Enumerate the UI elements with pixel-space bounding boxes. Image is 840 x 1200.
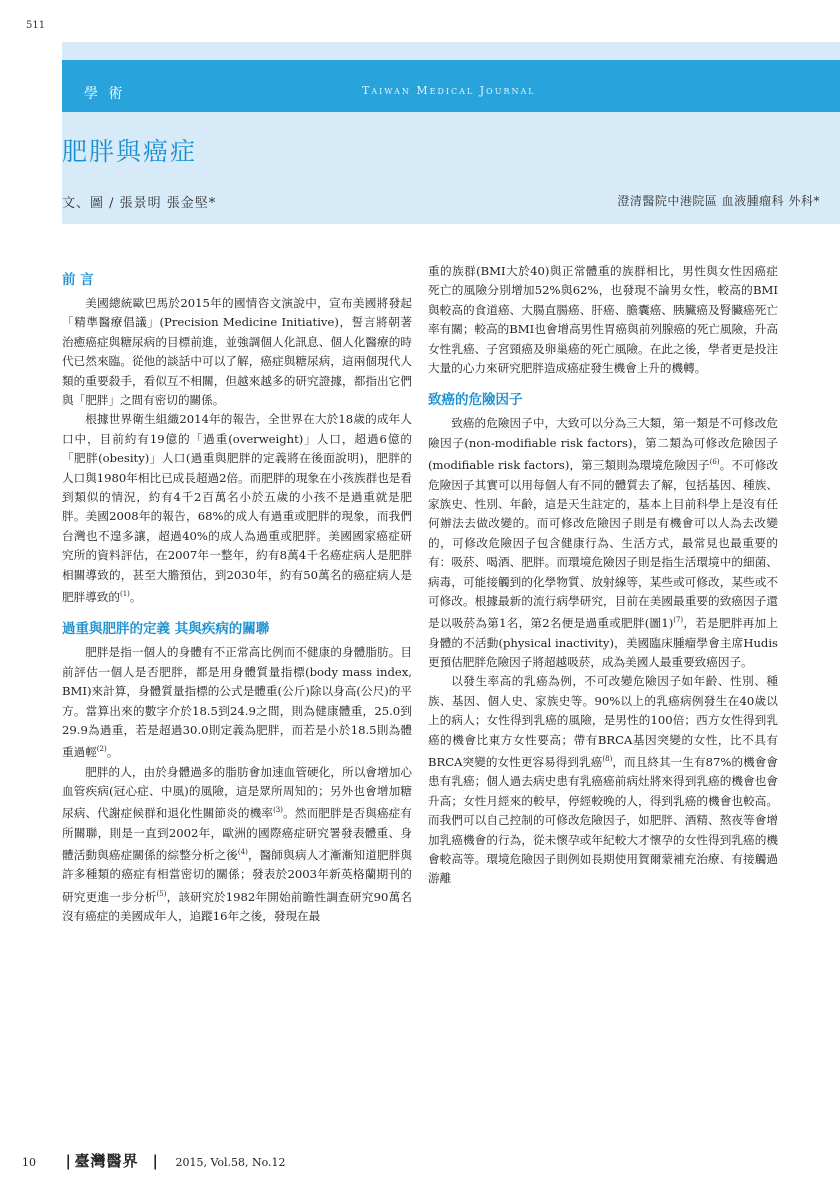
top-page-number: 511 <box>26 20 46 31</box>
reference-3: (3) <box>273 806 283 815</box>
reference-4: (4) <box>237 848 248 857</box>
reference-5: (5) <box>156 889 167 898</box>
header-bar <box>62 60 840 112</box>
page-footer: 10 | 臺灣醫界 | 2015, Vol.58, No.12 <box>22 1152 286 1170</box>
section-label: 學 術 <box>84 86 126 102</box>
paragraph-5: 重的族群(BMI大於40)與正常體重的族群相比，男性與女性因癌症死亡的風險分別增加52%與62%，也發現不論男女性，較高的BMI與較高的食道癌、大腸直腸癌、肝癌、膽囊癌、胰臟癌及腎臟癌死亡率有關；較高的BMI也會增高男性胃癌與前列腺癌的死亡風險，升高女性乳癌、子宮頸癌及卵巢癌的死亡風險。在此之後，學者更是投注大量的心力來研究肥胖造成癌症發生機會上升的機轉。 <box>428 264 778 376</box>
heading-definition: 過重與肥胖的定義 其與疾病的關聯 <box>62 621 270 638</box>
article-authors: 文、圖 / 張景明 張金堅* <box>62 196 217 211</box>
heading-risk-factors: 致癌的危險因子 <box>428 392 523 409</box>
left-column <box>62 262 412 926</box>
heading-preface: 前 言 <box>62 272 94 288</box>
reference-2: (2) <box>96 745 107 754</box>
reference-6: (6) <box>709 458 720 467</box>
article-header <box>62 42 840 224</box>
footer-issue: 2015, Vol.58, No.12 <box>175 1156 286 1169</box>
paragraph-4: 肥胖的人，由於身體過多的脂肪會加速血管硬化，所以會增加心血管疾病(冠心症、中風)的風險，這是眾所周知的；另外也會增加糖尿病、代謝症候群和退化性關節炎的機率$^{(3)}$。然而肥胖是否與癌症有所關聯，則是一直到2002年，歐洲的國際癌症研究署發表體重、身體活動與癌症關係的綜整分析之後$^{(4)}$，醫師與病人才漸漸知道肥胖與許多種類的癌症有相當密切的關係；發表於2003年新英格蘭期刊的研究更進一步分析$^{(5)}$，該研究於1982年開始前瞻性調查研究90萬名沒有癌症的美國成年人，追蹤16年之後，發現在最 <box>62 764 412 924</box>
paragraph-2: 根據世界衛生組織2014年的報告，全世界在大於18歲的成年人口中，目前約有19億的「過重(overweight)」人口，超過6億的「肥胖(obesity)」人口(過重與肥胖的定義將在後面說明)，肥胖的人口與1980年相比已成長超過2倍。而肥胖的現象在小孩族群也是看到類似的情況，約有4千2百萬名小於五歲的小孩不是過重就是肥胖。美國2008年的報告，68%的成人有過重或肥胖的現象，而我們台灣也不遑多讓，超過40%的成人為過重或肥胖。美國國家癌症研究所的資料評估，在2007年一整年，約有8萬4千名癌症病人是肥胖相關導致的，甚至大膽預估，到2030年，約有50萬名的癌症病人是肥胖導致的$^{(1)}$。 <box>62 412 412 604</box>
paragraph-7: 以發生率高的乳癌為例，不可改變危險因子如年齡、性別、種族、基因、個人史、家族史等。90%以上的乳癌病例發生在40歲以上的病人；女性得到乳癌的風險，是男性的100倍；西方女性得到乳癌的機會比東方女性要高；帶有BRCA基因突變的女性，比不具有BRCA突變的女性更容易得到乳癌$^{(8)}$，而且終其一生有87%的機會會患有乳癌；個人過去病史患有乳癌癌前病灶將來得到乳癌的機會也會升高；女性月經來的較早，停經較晚的人，得到乳癌的機會也較高。而我們可以自己控制的可修改危險因子，如肥胖、酒精、熬夜等會增加乳癌機會的行為，從未懷孕或年紀較大才懷孕的女性得到乳癌的機會較高等。環境危險因子則例如長期使用賀爾蒙補充治療、有接觸過游離 <box>428 674 778 886</box>
reference-7: (7) <box>673 616 684 625</box>
paragraph-1: 美國總統歐巴馬於2015年的國情咨文演說中，宣布美國將發起「精準醫療倡議」(Precision Medicine Initiative)，誓言將朝著治癒癌症與糖尿病的目標前進，並強調個人化訊息、個人化醫療的時代已然來臨。從他的談話中可以了解，癌症與糖尿病，這兩個現代人類的重要殺手，看似互不相關，但越來越多的研究證據，都指出它們與「肥胖」之間有密切的關係。 <box>62 296 412 408</box>
right-column <box>428 262 778 889</box>
reference-8: (8) <box>602 755 613 764</box>
footer-page-number: 10 <box>22 1156 36 1169</box>
paragraph-6: 致癌的危險因子中，大致可以分為三大類，第一類是不可修改危險因子(non-modifiable risk factors)，第二類為可修改危險因子(modifiable risk factors)，第三類則為環境危險因子$^{(6)}$。不可修改危險因子其實可以用每個人有不同的體質去了解，包括基因、種族、家族史、性別、年齡，這是天生註定的，基本上目前科學上是沒有任何辦法去做改變的。而可修改危險因子則是有機會可以人為去改變的，可修改危險因子包含健康行為、生活方式，最常見也最重要的有：吸菸、喝酒、肥胖。而環境危險因子則是指生活環境中的細菌、病毒，可能接觸到的化學物質、放射線等，某些或可修改，某些或不可修改。根據最新的流行病學研究，目前在美國最重要的致癌因子還是以吸菸為第1名，第2名便是過重或肥胖(圖1)$^{(7)}$，若是肥胖再加上身體的不活動(physical inactivity)，美國臨床腫瘤學會主席Hudis更預估肥胖危險因子將超越吸菸，成為美國人最重要致癌因子。 <box>428 416 778 670</box>
journal-name: Taiwan Medical Journal <box>362 84 536 97</box>
article-title: 肥胖與癌症 <box>62 137 198 166</box>
reference-1: (1) <box>119 590 130 599</box>
paragraph-3: 肥胖是指一個人的身體有不正常高比例而不健康的身體脂肪。目前評估一個人是否肥胖，都是用身體質量指標(body mass index, BMI)來計算，身體質量指標的公式是體重(公斤)除以身高(公尺)的平方。當算出來的數字介於18.5到24.9之間，則為健康體重，25.0到29.9為過重，若是超過30.0則定義為肥胖，而若是小於18.5則為體重過輕$^{(2)}$。 <box>62 645 412 760</box>
footer-brand: 臺灣醫界 <box>74 1152 139 1170</box>
article-affiliation: 澄清醫院中港院區 血液腫瘤科 外科* <box>617 194 820 208</box>
